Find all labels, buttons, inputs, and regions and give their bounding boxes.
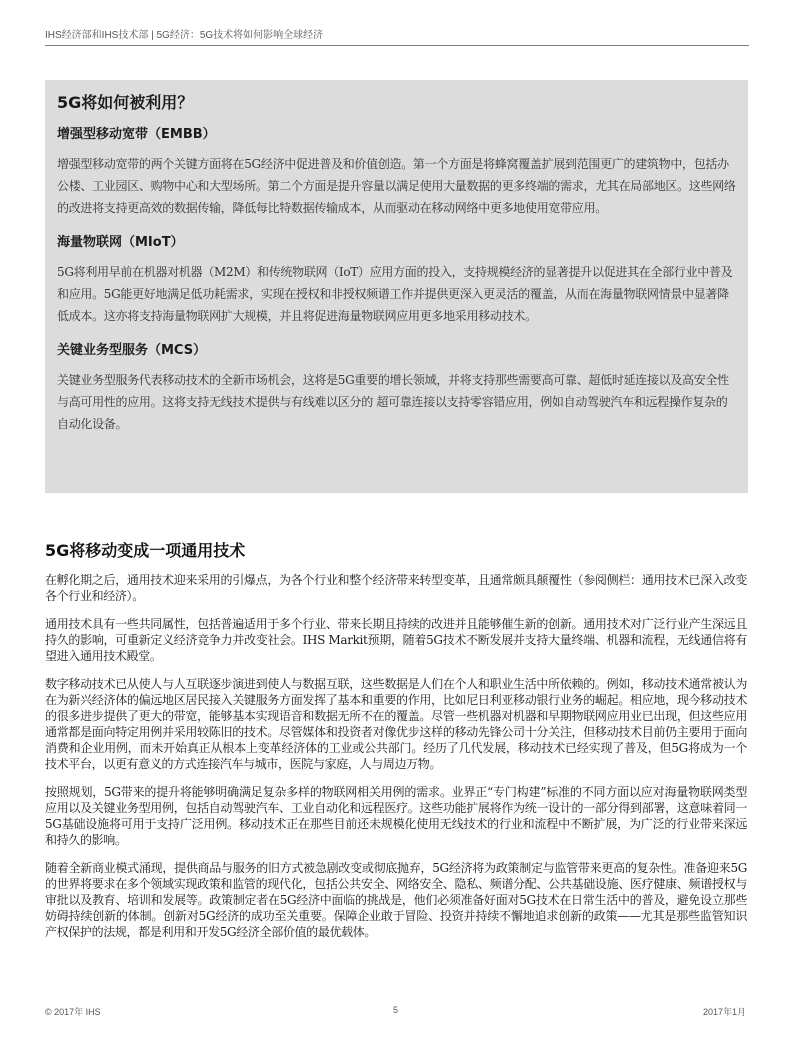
body-paragraph: 通用技术具有一些共同属性，包括普遍适用于多个行业、带来长期且持续的改进并且能够催生新的创新。通用技术对广泛行业产生深远且持久的影响，可重新定义经济竞争力并改变社会。IHS Markit预期，随着5G技术不断发展并支持大量终端、机器和流程，无线通信将有望进入通用技术殿堂。: [45, 617, 747, 663]
running-header: IHS经济部和IHS技术部 | 5G经济：5G技术将如何影响全球经济: [45, 30, 324, 41]
body-paragraph: 按照规划，5G带来的提升将能够明确满足复杂多样的物联网相关用例的需求。业界正“专门构建”标准的不同方面以应对海量物联网类型应用以及关键业务型用例，包括自动驾驶汽车、工业自动化和远程医疗。这些功能扩展将作为统一设计的一部分得到部署，这意味着同一5G基础设施将可用于支持广泛用例。移动技术正在那些目前还未规模化使用无线技术的行业和流程中不断扩展，为广泛的行业带来深远和持久的影响。: [45, 785, 747, 847]
section-title: 5G将移动变成一项通用技术: [45, 541, 246, 560]
footer-page-number: 5: [393, 1005, 399, 1015]
sidebar-text-miot: 5G将利用早前在机器对机器（M2M）和传统物联网（IoT）应用方面的投入，支持规模经济的显著提升以促进其在全部行业中普及和应用。5G能更好地满足低功耗需求，实现在授权和非授权频谱工作并提供更深入更灵活的覆盖，从而在海量物联网情景中显著降低成本。这亦将支持海量物联网扩大规模，并且将促进海量物联网应用更多地采用移动技术。: [57, 265, 733, 323]
body-paragraph: 随着全新商业模式涌现，提供商品与服务的旧方式被急剧改变或彻底抛弃，5G经济将为政策制定与监管带来更高的复杂性。准备迎来5G的世界将要求在多个领域实现政策和监管的现代化，包括公共安全、网络安全、隐私、频谱分配、公共基础设施、医疗健康、频谱授权与审批以及教育、培训和发展等。政策制定者在5G经济中面临的挑战是，他们必须准备好面对5G技术在日常生活中的普及，避免设立那些妨碍持续创新的体制。创新对5G经济的成功至关重要。保障企业敢于冒险、投资并持续不懈地追求创新的政策——尤其是那些监管知识产权保护的法规，都是利用和开发5G经济全部价值的最优载体。: [45, 861, 747, 939]
sidebar-title: 5G将如何被利用？: [57, 93, 194, 112]
sidebar-text-embb: 增强型移动宽带的两个关键方面将在5G经济中促进普及和价值创造。第一个方面是将蜂窝覆盖扩展到范围更广的建筑物中，包括办公楼、工业园区、购物中心和大型场所。第二个方面是提升容量以满足使用大量数据的更多终端的需求，尤其在局部地区。这些网络的改进将支持更高效的数据传输，降低每比特数据传输成本，从而驱动在移动网络中更多地使用宽带应用。: [57, 157, 736, 215]
sidebar-heading-mcs: 关键业务型服务（MCS）: [57, 343, 207, 358]
footer-copyright: © 2017年 IHS: [45, 1007, 101, 1017]
sidebar-text-mcs: 关键业务型服务代表移动技术的全新市场机会，这将是5G重要的增长领域，并将支持那些需要高可靠、超低时延连接以及高安全性与高可用性的应用。这将支持无线技术提供与有线难以区分的 超可靠连接以支持零容错应用，例如自动驾驶汽车和远程操作复杂的自动化设备。: [57, 373, 729, 431]
sidebar-box: [45, 80, 748, 493]
header-divider: [45, 45, 749, 46]
footer-date: 2017年1月: [702, 1007, 746, 1017]
sidebar-heading-miot: 海量物联网（MIoT）: [57, 235, 184, 250]
body-text: [45, 572, 747, 952]
body-paragraph: 数字移动技术已从使人与人互联逐步演进到使人与数据互联，这些数据是人们在个人和职业生活中所依赖的。例如，移动技术通常被认为在为新兴经济体的偏远地区居民接入关键服务方面发挥了基本和重要的作用，比如尼日利亚移动银行业务的崛起。相应地，现今移动技术的很多进步提供了更大的带宽，能够基本实现语音和数据无所不在的覆盖。尽管一些机器对机器和早期物联网应用业已出现，但这些应用通常都是面向特定用例并采用较陈旧的技术。尽管媒体和投资者对像优步这样的移动先锋公司十分关注，但移动技术目前仍主要用于面向消费和企业用例，而未开始真正从根本上变革经济体的工业或公共部门。经历了几代发展，移动技术已经实现了普及，但5G将成为一个技术平台，以更有意义的方式连接汽车与城市，医院与家庭，人与周边万物。: [45, 677, 747, 771]
body-paragraph: 在孵化期之后，通用技术迎来采用的引爆点，为各个行业和整个经济带来转型变革，且通常颇具颠覆性（参阅侧栏：通用技术已深入改变各个行业和经济）。: [45, 573, 747, 603]
sidebar-heading-embb: 增强型移动宽带（EMBB）: [57, 127, 216, 142]
